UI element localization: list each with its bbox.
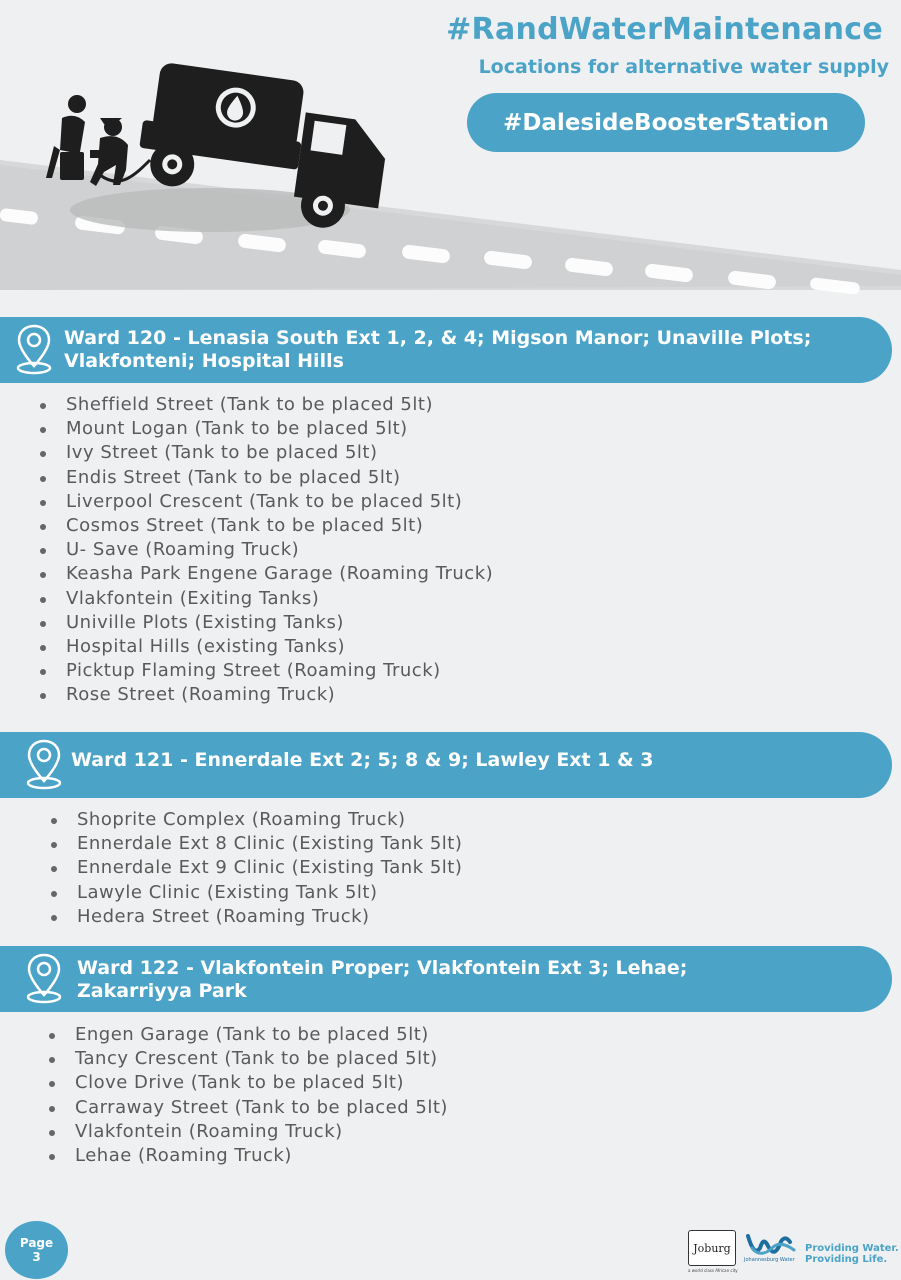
list-item: Shoprite Complex (Roaming Truck): [51, 808, 462, 832]
list-item: Picktup Flaming Street (Roaming Truck): [40, 659, 493, 683]
ward-122-header: [0, 946, 892, 1012]
list-item: Liverpool Crescent (Tank to be placed 5lt): [40, 490, 493, 514]
list-item: Engen Garage (Tank to be placed 5lt): [49, 1023, 448, 1047]
list-item: U- Save (Roaming Truck): [40, 538, 493, 562]
page-subtitle: Locations for alternative water supply: [478, 56, 889, 78]
list-item: Ennerdale Ext 9 Clinic (Existing Tank 5lt): [51, 856, 462, 880]
location-pin-icon: [24, 951, 64, 1007]
list-item: Ennerdale Ext 8 Clinic (Existing Tank 5lt): [51, 832, 462, 856]
tagline-line2: Providing Life.: [805, 1254, 888, 1265]
list-item: Ivy Street (Tank to be placed 5lt): [40, 441, 493, 465]
list-item: Sheffield Street (Tank to be placed 5lt): [40, 393, 493, 417]
page-number: 3: [32, 1250, 41, 1264]
ward-121-list: [51, 808, 462, 929]
page-label: Page: [19, 1236, 54, 1250]
location-pin-icon: [24, 737, 64, 793]
list-item: Rose Street (Roaming Truck): [40, 683, 493, 707]
tagline-line1: Providing Water.: [805, 1243, 899, 1254]
station-badge: #DalesideBoosterStation: [467, 93, 865, 152]
ward-122-list: [49, 1023, 448, 1168]
list-item: Lawyle Clinic (Existing Tank 5lt): [51, 881, 462, 905]
ward-121-title-line1: Ward 121 - Ennerdale Ext 2; 5; 8 & 9; Lawley Ext 1 & 3: [71, 749, 654, 771]
list-item: Tancy Crescent (Tank to be placed 5lt): [49, 1047, 448, 1071]
ward-120-title-line1: Ward 120 - Lenasia South Ext 1, 2, & 4; Migson Manor; Unaville Plots;: [64, 327, 812, 349]
list-item: Univille Plots (Existing Tanks): [40, 611, 493, 635]
ward-122-title-line1: Ward 122 - Vlakfontein Proper; Vlakfontein Ext 3; Lehae;: [77, 957, 688, 979]
list-item: Hospital Hills (existing Tanks): [40, 635, 493, 659]
list-item: Mount Logan (Tank to be placed 5lt): [40, 417, 493, 441]
list-item: Clove Drive (Tank to be placed 5lt): [49, 1071, 448, 1095]
list-item: Vlakfontein (Roaming Truck): [49, 1120, 448, 1144]
johannesburg-water-name: Johannesburg Water: [744, 1257, 795, 1263]
joburg-logo: [688, 1230, 736, 1266]
page-title: #RandWaterMaintenance: [446, 12, 883, 47]
footer-logos: [688, 1228, 898, 1276]
ward-121-header: [0, 732, 892, 798]
list-item: Cosmos Street (Tank to be placed 5lt): [40, 514, 493, 538]
location-pin-icon: [14, 322, 54, 378]
ward-120-title-line2: Vlakfonteni; Hospital Hills: [64, 350, 344, 372]
list-item: Lehae (Roaming Truck): [49, 1144, 448, 1168]
joburg-logo-text: Joburg: [693, 1241, 731, 1255]
list-item: Vlakfontein (Exiting Tanks): [40, 587, 493, 611]
page-number-badge: [5, 1221, 68, 1279]
list-item: Endis Street (Tank to be placed 5lt): [40, 466, 493, 490]
list-item: Keasha Park Engene Garage (Roaming Truck): [40, 562, 493, 586]
joburg-tagline: a world class African city: [688, 1268, 738, 1273]
list-item: Hedera Street (Roaming Truck): [51, 905, 462, 929]
ward-120-list: [40, 393, 493, 707]
list-item: Carraway Street (Tank to be placed 5lt): [49, 1096, 448, 1120]
footer-tagline: [805, 1243, 899, 1265]
ward-122-title-line2: Zakarriyya Park: [77, 980, 247, 1002]
ward-120-header: [0, 317, 892, 383]
